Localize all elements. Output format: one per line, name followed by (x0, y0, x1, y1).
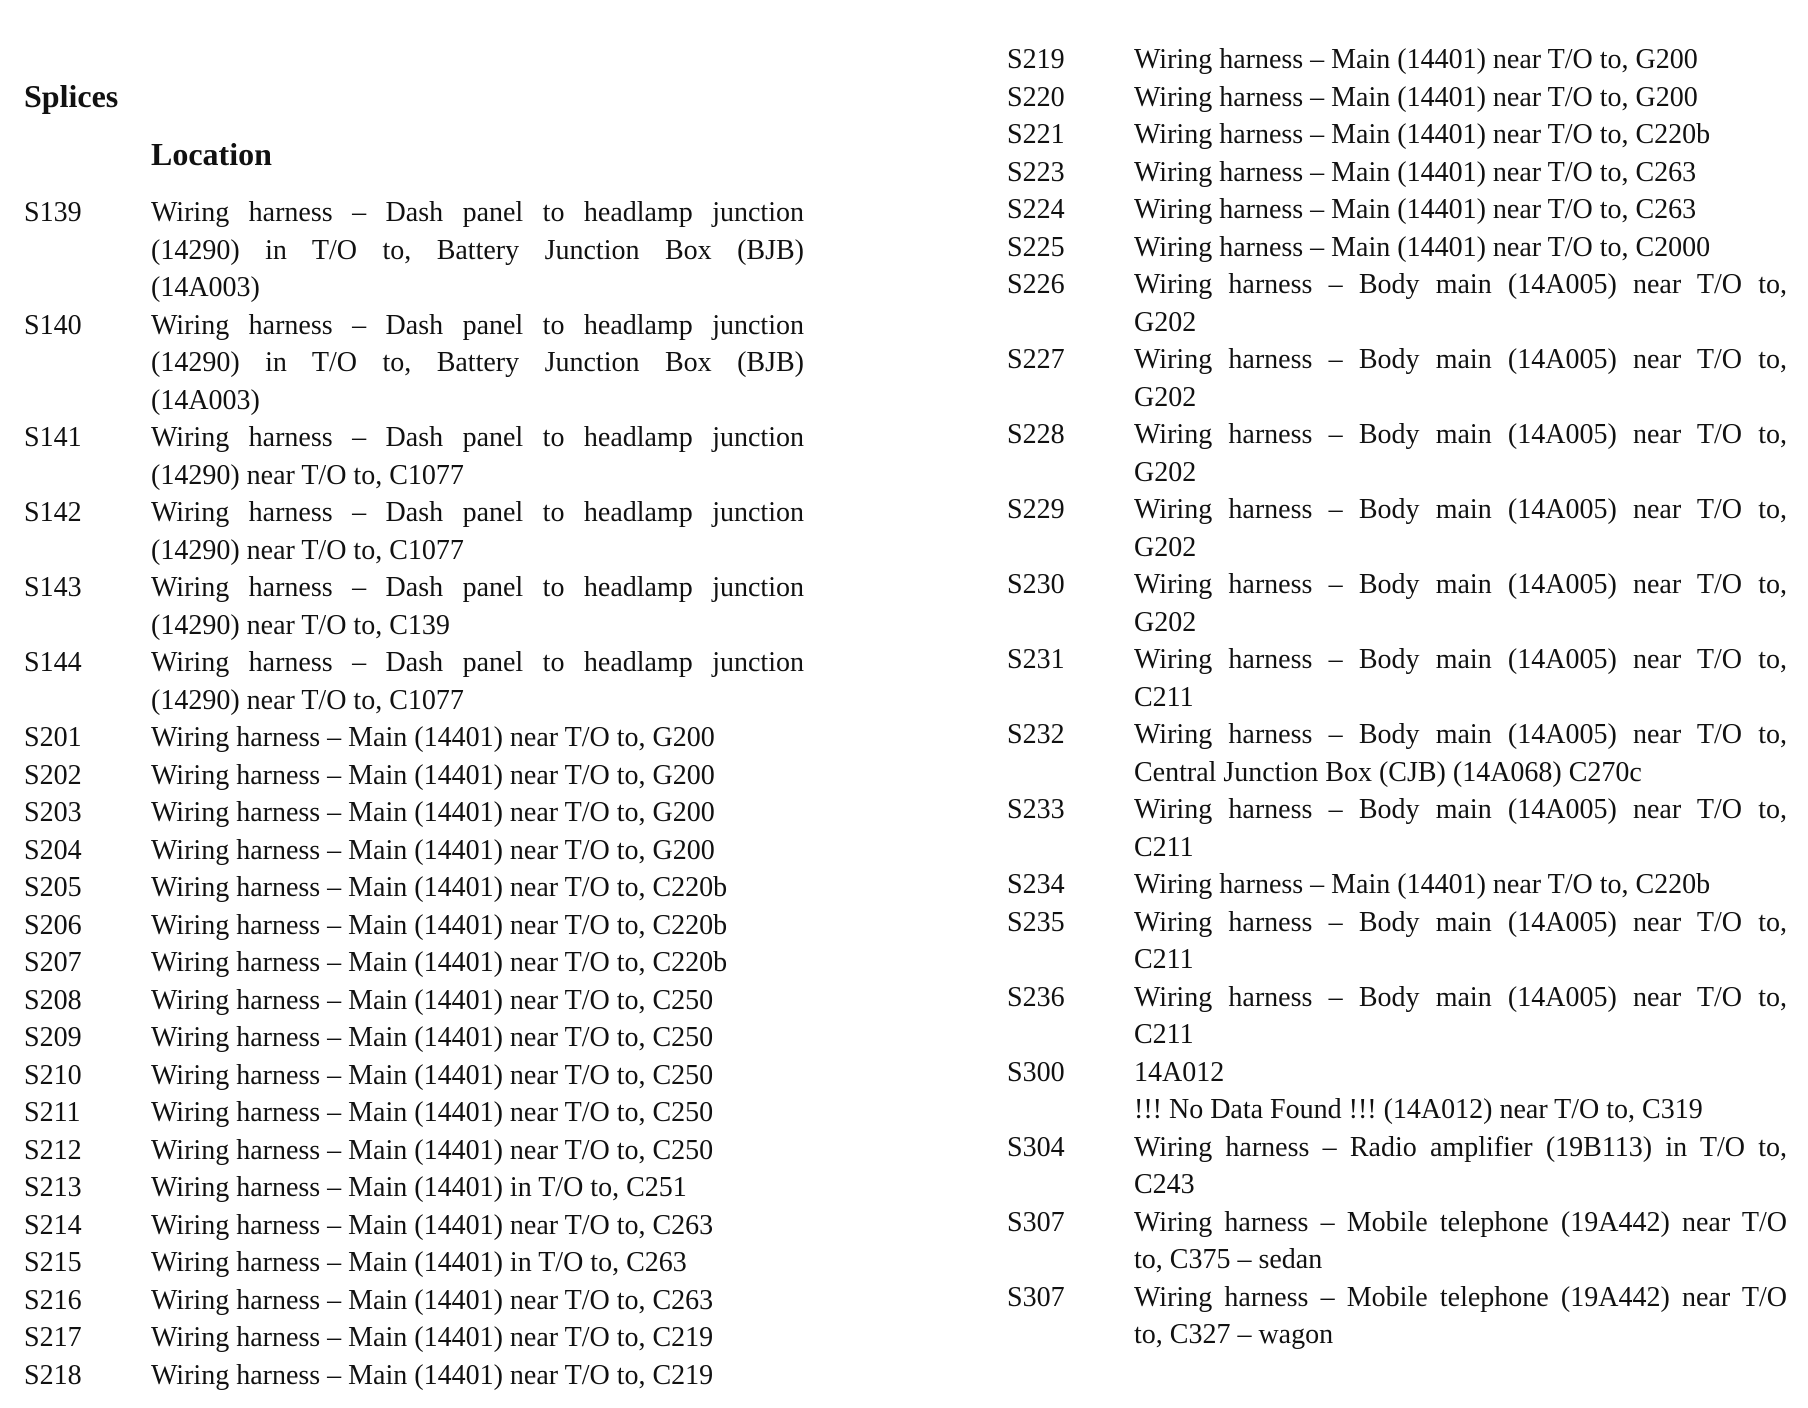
splice-code: S229 (1007, 494, 1065, 525)
splice-entry (24, 1319, 804, 1357)
location-line: Wiring harness – Main (14401) near T/O to, C219 (151, 1322, 714, 1353)
splice-code: S228 (1007, 419, 1065, 450)
splice-location (151, 1357, 804, 1395)
location-line: Wiring harness – Body main (14A005) near T/O to, (1134, 419, 1787, 450)
splice-location (151, 644, 804, 719)
splice-location (1134, 491, 1787, 566)
splice-location (151, 1282, 804, 1320)
splice-code: S204 (24, 834, 82, 866)
splice-location (1134, 266, 1787, 341)
splice-location (151, 1057, 804, 1095)
location-line: (14290) near T/O to, C1077 (151, 684, 464, 716)
location-line: Wiring harness – Mobile telephone (19A442) near T/O (1134, 1206, 1787, 1238)
location-line: C211 (1134, 681, 1194, 713)
splice-entry (1007, 491, 1787, 566)
splice-entry (24, 1094, 804, 1132)
splice-code: S211 (24, 1097, 81, 1128)
splice-code: S205 (24, 872, 82, 903)
splice-location (1134, 641, 1787, 716)
location-line: Wiring harness – Dash panel to headlamp junction (151, 572, 804, 603)
splice-entry (1007, 866, 1787, 904)
splice-location (1134, 716, 1787, 791)
splice-location (1134, 416, 1787, 491)
splice-location (1134, 1279, 1787, 1354)
splice-location (151, 494, 804, 569)
splice-location (1134, 566, 1787, 641)
splice-code: S209 (24, 1022, 82, 1053)
splice-location (1134, 979, 1787, 1054)
location-line: G202 (1134, 306, 1197, 338)
splice-location (151, 832, 804, 870)
splice-location (1134, 1054, 1787, 1129)
location-line: C211 (1134, 1019, 1194, 1050)
splice-code: S208 (24, 984, 82, 1016)
splice-location (151, 307, 804, 420)
splice-code: S225 (1007, 231, 1065, 263)
splice-location (151, 944, 804, 982)
splice-location (151, 569, 804, 644)
location-line: Wiring harness – Body main (14A005) near T/O to, (1134, 906, 1787, 938)
location-line: Wiring harness – Main (14401) near T/O to, C263 (1134, 156, 1697, 188)
splice-entry (24, 1244, 804, 1282)
splice-entry (24, 869, 804, 907)
location-line: Wiring harness – Main (14401) near T/O to, C263 (151, 1209, 714, 1241)
splice-entry (24, 307, 804, 420)
location-line: Wiring harness – Main (14401) near T/O to, G200 (1134, 81, 1698, 113)
location-line: Wiring harness – Dash panel to headlamp junction (151, 197, 804, 228)
splice-entry (1007, 416, 1787, 491)
splice-code: S141 (24, 422, 82, 453)
splice-location (151, 1319, 804, 1357)
splice-location (151, 1169, 804, 1207)
location-line: Wiring harness – Main (14401) near T/O to, C219 (151, 1359, 714, 1391)
location-line: Wiring harness – Main (14401) near T/O to, C220b (151, 909, 728, 941)
location-line: C243 (1134, 1169, 1195, 1200)
splice-location (151, 1132, 804, 1170)
splice-code: S217 (24, 1322, 82, 1353)
splice-entry (24, 1019, 804, 1057)
splice-code: S216 (24, 1284, 82, 1316)
splice-entry (1007, 41, 1787, 79)
splice-location (1134, 41, 1787, 79)
splice-entry (24, 832, 804, 870)
splice-code: S232 (1007, 719, 1065, 750)
splice-entry (1007, 1054, 1787, 1129)
location-line: (14A003) (151, 384, 260, 416)
location-line: Wiring harness – Main (14401) near T/O to, C263 (1134, 194, 1697, 225)
location-line: Wiring harness – Main (14401) near T/O to, C220b (1134, 869, 1711, 900)
splice-entry (1007, 716, 1787, 791)
splice-entry (1007, 341, 1787, 416)
location-line: Wiring harness – Body main (14A005) near T/O to, (1134, 344, 1787, 375)
splice-entry (24, 194, 804, 307)
location-line: (14290) near T/O to, C1077 (151, 459, 464, 491)
splice-entry (1007, 641, 1787, 716)
splice-code: S227 (1007, 344, 1065, 375)
splice-entry (24, 494, 804, 569)
splice-entry (1007, 116, 1787, 154)
splice-code: S236 (1007, 981, 1065, 1013)
splice-location (151, 794, 804, 832)
location-line: Wiring harness – Body main (14A005) near T/O to, (1134, 269, 1787, 300)
splice-location (1134, 79, 1787, 117)
location-line: (14A003) (151, 272, 260, 303)
splice-location (1134, 191, 1787, 229)
splice-entry (1007, 1204, 1787, 1279)
location-line: Wiring harness – Body main (14A005) near T/O to, (1134, 569, 1787, 600)
splice-location (151, 1094, 804, 1132)
location-line: Wiring harness – Dash panel to headlamp junction (151, 422, 804, 453)
splice-code: S226 (1007, 269, 1065, 300)
location-line: G202 (1134, 381, 1197, 413)
splice-code: S230 (1007, 569, 1065, 600)
splice-code: S140 (24, 309, 82, 341)
splice-location (151, 719, 804, 757)
location-line: (14290) near T/O to, C1077 (151, 534, 464, 566)
splice-code: S207 (24, 947, 82, 978)
splice-location (1134, 791, 1787, 866)
splice-code: S307 (1007, 1281, 1065, 1313)
splice-location (151, 1244, 804, 1282)
splice-entry (24, 907, 804, 945)
splice-entry (24, 982, 804, 1020)
location-line: Wiring harness – Main (14401) near T/O to, G200 (151, 759, 715, 791)
splice-entry (1007, 791, 1787, 866)
splice-entry (24, 644, 804, 719)
splice-entry (1007, 79, 1787, 117)
splice-location (1134, 116, 1787, 154)
splice-entry (24, 794, 804, 832)
splice-location (1134, 341, 1787, 416)
splice-code: S144 (24, 647, 82, 678)
splice-entry (24, 1132, 804, 1170)
splice-location (151, 194, 804, 307)
splice-entry (24, 419, 804, 494)
location-line: Wiring harness – Body main (14A005) near T/O to, (1134, 794, 1787, 825)
splice-entry (24, 1282, 804, 1320)
splice-code: S304 (1007, 1131, 1065, 1163)
splice-code: S206 (24, 909, 82, 941)
splice-entry (24, 1207, 804, 1245)
splice-code: S201 (24, 722, 82, 753)
splice-entry (1007, 154, 1787, 192)
splice-entry (24, 719, 804, 757)
splice-location (151, 757, 804, 795)
splice-code: S202 (24, 759, 82, 791)
splice-entry (1007, 1129, 1787, 1204)
location-line: Wiring harness – Body main (14A005) near T/O to, (1134, 494, 1787, 525)
location-line: G202 (1134, 456, 1197, 488)
splice-code: S212 (24, 1134, 82, 1166)
location-line: !!! No Data Found !!! (14A012) near T/O to, C319 (1134, 1094, 1703, 1125)
location-line: G202 (1134, 606, 1197, 638)
splice-location (1134, 229, 1787, 267)
splice-code: S224 (1007, 194, 1065, 225)
location-line: Wiring harness – Main (14401) near T/O to, C220b (151, 947, 728, 978)
splice-code: S235 (1007, 906, 1065, 938)
splice-location (1134, 904, 1787, 979)
splice-entry (1007, 566, 1787, 641)
splice-entry (24, 757, 804, 795)
page-title: Splices (24, 78, 119, 114)
location-line: Wiring harness – Main (14401) in T/O to, C263 (151, 1247, 687, 1278)
splice-code: S203 (24, 797, 82, 828)
splice-entry (1007, 979, 1787, 1054)
splice-location (1134, 154, 1787, 192)
splice-code: S142 (24, 497, 82, 528)
location-line: Wiring harness – Main (14401) near T/O to, C250 (151, 1134, 714, 1166)
splice-code: S213 (24, 1172, 82, 1203)
splice-entry (24, 569, 804, 644)
location-line: to, C327 – wagon (1134, 1319, 1334, 1350)
splice-location (1134, 866, 1787, 904)
location-line: (14290) in T/O to, Battery Junction Box (BJB) (151, 347, 804, 378)
splice-location (1134, 1204, 1787, 1279)
splice-code: S214 (24, 1209, 82, 1241)
splice-code: S221 (1007, 119, 1065, 150)
splice-entry (24, 1169, 804, 1207)
location-line: Wiring harness – Dash panel to headlamp junction (151, 647, 804, 678)
left-splice-list (24, 194, 804, 1394)
location-line: C211 (1134, 944, 1194, 975)
splice-entry (24, 1357, 804, 1395)
location-line: Wiring harness – Body main (14A005) near T/O to, (1134, 981, 1787, 1013)
location-line: Wiring harness – Main (14401) in T/O to, C251 (151, 1172, 687, 1203)
location-line: Wiring harness – Main (14401) near T/O to, C220b (151, 872, 728, 903)
splice-code: S220 (1007, 81, 1065, 113)
location-line: to, C375 – sedan (1134, 1244, 1323, 1275)
location-line: Wiring harness – Main (14401) near T/O to, G200 (1134, 44, 1698, 75)
location-line: Wiring harness – Main (14401) near T/O to, G200 (151, 834, 715, 866)
location-line: Wiring harness – Main (14401) near T/O to, C263 (151, 1284, 714, 1316)
splice-code: S223 (1007, 156, 1065, 188)
splice-location (1134, 1129, 1787, 1204)
splice-location (151, 1207, 804, 1245)
splice-location (151, 982, 804, 1020)
splice-code: S231 (1007, 644, 1065, 675)
location-line: Wiring harness – Main (14401) near T/O to, G200 (151, 797, 715, 828)
location-line: Wiring harness – Main (14401) near T/O to, G200 (151, 722, 715, 753)
splice-entry (1007, 229, 1787, 267)
splice-code: S307 (1007, 1206, 1065, 1238)
right-splice-list (1007, 41, 1787, 1354)
splice-code: S233 (1007, 794, 1065, 825)
splice-code: S215 (24, 1247, 82, 1278)
splice-location (151, 1019, 804, 1057)
splice-code: S210 (24, 1059, 82, 1091)
location-line: Wiring harness – Main (14401) near T/O to, C250 (151, 984, 714, 1016)
location-line: (14290) near T/O to, C139 (151, 609, 450, 641)
location-line: C211 (1134, 831, 1194, 863)
splice-code: S218 (24, 1359, 82, 1391)
location-line: Wiring harness – Main (14401) near T/O to, C250 (151, 1022, 714, 1053)
splice-location (151, 869, 804, 907)
splice-entry (1007, 266, 1787, 341)
location-line: Wiring harness – Dash panel to headlamp junction (151, 497, 804, 528)
splice-entry (1007, 191, 1787, 229)
location-line: Wiring harness – Body main (14A005) near T/O to, (1134, 644, 1787, 675)
splice-code: S234 (1007, 869, 1065, 900)
location-line: 14A012 (1134, 1056, 1225, 1088)
splice-entry (24, 944, 804, 982)
location-heading: Location (151, 136, 272, 172)
splice-code: S143 (24, 572, 82, 603)
splice-code: S139 (24, 197, 82, 228)
splice-entry (24, 1057, 804, 1095)
location-line: Wiring harness – Main (14401) near T/O to, C2000 (1134, 231, 1711, 263)
splice-entry (1007, 1279, 1787, 1354)
location-line: Wiring harness – Main (14401) near T/O to, C250 (151, 1097, 714, 1128)
location-line: Wiring harness – Body main (14A005) near T/O to, (1134, 719, 1787, 750)
location-line: Wiring harness – Radio amplifier (19B113) in T/O to, (1134, 1131, 1787, 1163)
splice-code: S300 (1007, 1056, 1065, 1088)
splice-location (151, 419, 804, 494)
location-line: G202 (1134, 531, 1197, 563)
location-line: (14290) in T/O to, Battery Junction Box (BJB) (151, 234, 804, 266)
location-line: Wiring harness – Dash panel to headlamp junction (151, 309, 804, 341)
location-line: Wiring harness – Main (14401) near T/O to, C220b (1134, 119, 1711, 150)
location-line: Wiring harness – Mobile telephone (19A442) near T/O (1134, 1281, 1787, 1313)
splice-code: S219 (1007, 44, 1065, 75)
splice-entry (1007, 904, 1787, 979)
location-line: Wiring harness – Main (14401) near T/O to, C250 (151, 1059, 714, 1091)
location-line: Central Junction Box (CJB) (14A068) C270c (1134, 756, 1642, 788)
splice-location (151, 907, 804, 945)
